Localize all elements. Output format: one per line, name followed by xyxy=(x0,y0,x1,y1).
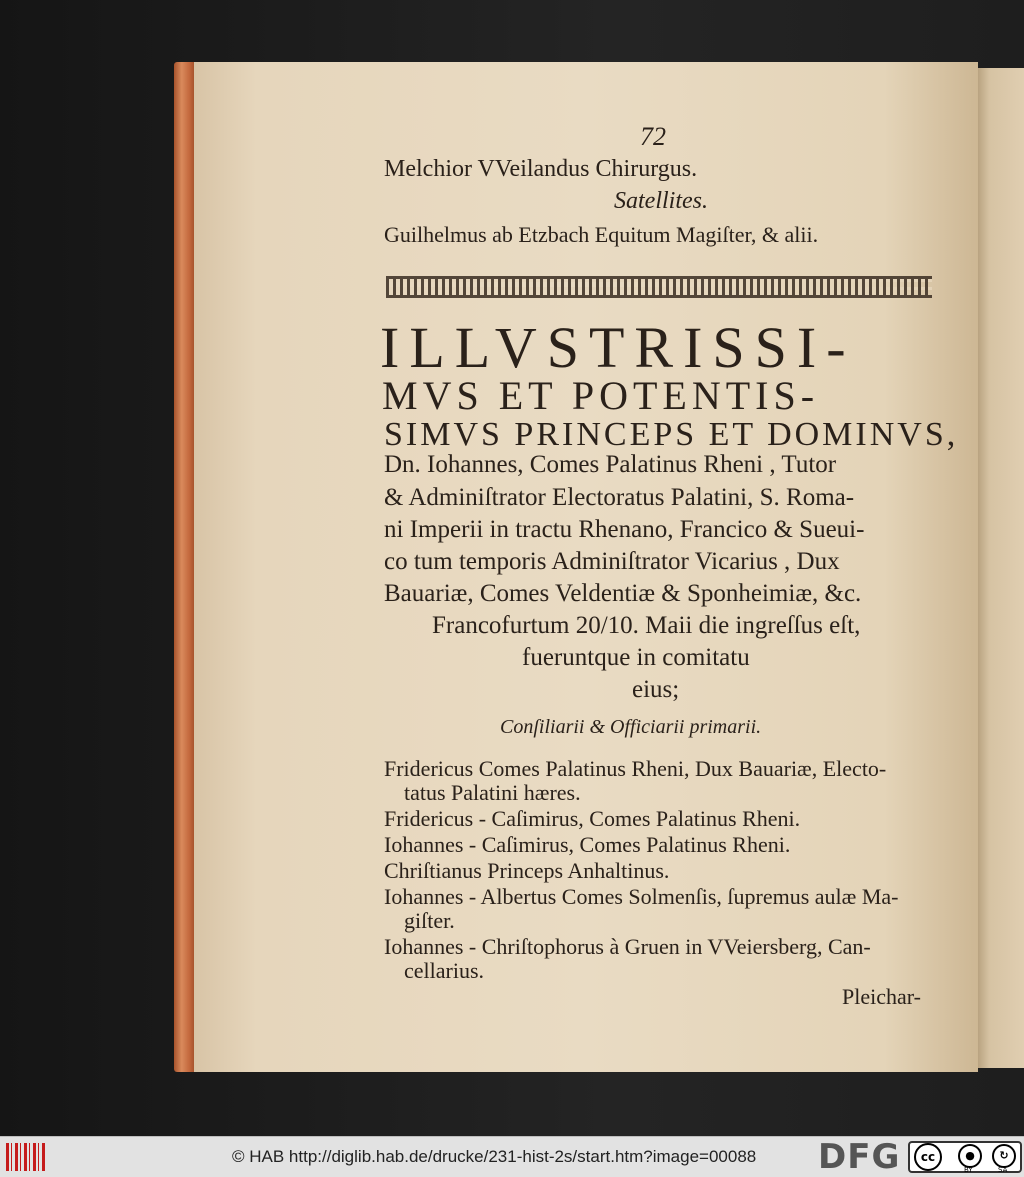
license-label: SA xyxy=(998,1166,1008,1174)
credit-link[interactable]: © HAB http://diglib.hab.de/drucke/231-hist-2s/start.htm?image=00088 xyxy=(232,1147,757,1166)
subheading: Satellites. xyxy=(614,188,708,214)
centered-line: eius; xyxy=(632,676,680,703)
page-number: 72 xyxy=(640,122,666,151)
catchword: Pleichar- xyxy=(842,984,921,1009)
list-entry: Fridericus - Caſimirus, Comes Palatinus Rheni. xyxy=(384,806,801,831)
list-entry: Iohannes - Caſimirus, Comes Palatinus Rheni. xyxy=(384,832,791,857)
list-entry: cellarius. xyxy=(404,958,485,983)
list-entry: Chriſtianus Princeps Anhaltinus. xyxy=(384,858,670,883)
license-badge[interactable] xyxy=(908,1141,1022,1173)
paragraph-line: ni Imperii in tractu Rhenano, Francico & Sueui- xyxy=(384,516,865,543)
sa-icon: ↻ xyxy=(992,1144,1016,1168)
barcode-icon xyxy=(6,1143,46,1171)
paragraph-line: Dn. Iohannes, Comes Palatinus Rheni , Tutor xyxy=(384,451,837,478)
list-entry: tatus Palatini hæres. xyxy=(404,780,581,805)
title-line: SIMVS PRINCEPS ET DOMINVS, xyxy=(384,416,959,453)
paragraph-line: & Adminiſtrator Electoratus Palatini, S. Roma- xyxy=(384,484,855,511)
list-entry: Iohannes - Albertus Comes Solmenſis, ſupremus aulæ Ma- xyxy=(384,884,899,909)
paragraph-line: Bauariæ, Comes Veldentiæ & Sponheimiæ, &c. xyxy=(384,580,862,607)
license-label: BY xyxy=(964,1166,973,1174)
list-entry: Fridericus Comes Palatinus Rheni, Dux Bauariæ, Electo- xyxy=(384,756,887,781)
text-line: Guilhelmus ab Etzbach Equitum Magiſter, & alii. xyxy=(384,222,819,247)
centered-line: fueruntque in comitatu xyxy=(522,644,750,671)
centered-line: Francofurtum 20/10. Maii die ingreſſus eſt, xyxy=(432,612,861,639)
by-icon: ● xyxy=(958,1144,982,1168)
viewer-footer xyxy=(0,1136,1024,1177)
page-edge xyxy=(174,62,196,1072)
list-entry: giſter. xyxy=(404,908,455,933)
text-line: Melchior VVeilandus Chirurgus. xyxy=(384,156,698,182)
paragraph-line: co tum temporis Adminiſtrator Vicarius , Dux xyxy=(384,548,840,575)
title-line: ILLVSTRISSI- xyxy=(380,315,856,380)
ornament-divider xyxy=(386,276,932,298)
list-entry: Iohannes - Chriſtophorus à Gruen in VVeiersberg, Can- xyxy=(384,934,871,959)
cc-icon: cc xyxy=(914,1143,942,1171)
facing-page xyxy=(978,68,1024,1068)
title-line: MVS ET POTENTIS- xyxy=(382,373,820,418)
dfg-logo: DFG xyxy=(818,1137,901,1177)
section-title: Conſiliarii & Officiarii primarii. xyxy=(500,716,762,738)
